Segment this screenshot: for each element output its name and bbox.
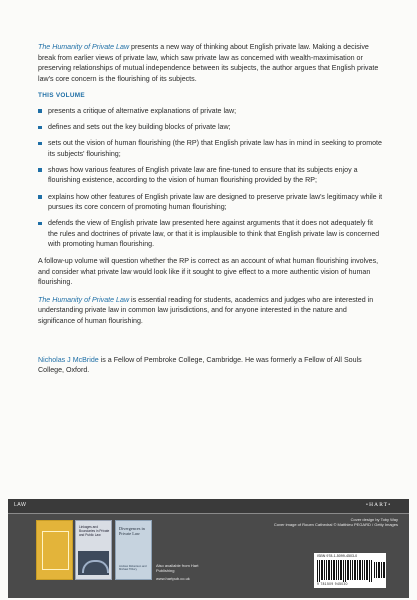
bullet-marker <box>38 222 42 226</box>
thumbnail-frame <box>42 531 69 570</box>
publisher-website: www.hartpub.co.uk <box>156 576 190 581</box>
bullet-marker <box>38 168 42 172</box>
intro-paragraph <box>38 42 383 84</box>
publisher-logo: •HART• <box>366 502 392 508</box>
book-thumbnail <box>36 520 73 580</box>
intro-text: presents a new way of thinking about English private law. Making a decisive break from earlier views of private law, which saw private law as concerned with wealth-maximisation or preserving relationships of mutual independence between its subjects, the author argues that English private law's core concern is the flourishing of its subjects. <box>38 43 379 83</box>
bullet-marker <box>38 142 42 146</box>
bullet-text: defends the view of English private law presented here against arguments that it does not adequately fit the rules and doctrines of private law, or that it is implausible to think that English private law is concerned with promoting human flourishing. <box>48 219 380 249</box>
bullet-item <box>38 122 383 133</box>
thumbnail-authors: Andrew Robertson and Michael Tilbury <box>119 565 147 572</box>
book-title-italic: The Humanity of Private Law <box>38 295 130 304</box>
thumbnail-title: Divergences in Private Law <box>119 526 145 536</box>
author-bio-text: is a Fellow of Pembroke College, Cambridge. He was formerly a Fellow of All Souls College, Oxford. <box>38 355 362 375</box>
book-title-italic: The Humanity of Private Law <box>38 43 130 51</box>
bullet-text: presents a critique of alternative explanations of private law; <box>48 106 237 115</box>
bullet-item <box>38 218 383 250</box>
author-bio <box>38 355 383 376</box>
author-name: Nicholas J McBride <box>38 355 99 364</box>
barcode-number: 9 781509 945030 <box>317 582 348 586</box>
closing-paragraph <box>38 295 383 327</box>
bullet-text: shows how various features of English private law are fine-tuned to ensure that its subjects enjoy a flourishing existence, according to the vision of human flourishing provided by the RP; <box>48 165 358 185</box>
followup-paragraph: A follow-up volume will question whether the RP is correct as an account of what human flourishing involves, and consider what private law would look like if it sought to give effect to a more authentic vision of human flourishing. <box>38 257 379 287</box>
cover-credits <box>232 517 398 527</box>
credit-line: Cover image of Rouen Cathedral © Matthieu PEGARD / Getty Images <box>273 522 398 527</box>
bullet-marker <box>38 126 42 130</box>
bullet-item <box>38 192 383 213</box>
bullet-marker <box>38 195 42 199</box>
bullet-text: sets out the vision of human flourishing (the RP) that English private law has in mind in seeking to promote its subjects' flourishing; <box>48 139 382 158</box>
bullet-marker <box>38 109 42 113</box>
category-label: LAW <box>14 502 27 508</box>
closing-text: is essential reading for students, academics and judges who are interested in understanding private law in common law jurisdictions, and for anyone interested in the nature and significance of human flourishing. <box>38 295 374 325</box>
bullet-item <box>38 106 383 117</box>
bullet-item <box>38 165 383 186</box>
blurb <box>38 42 383 376</box>
bullet-text: explains how other features of English private law are designed to preserve private law's legitimacy while it pursues its core concern of promoting human flourishing; <box>48 192 383 212</box>
isbn-text: ISBN 978-1-5099-4503-0 <box>317 554 358 558</box>
book-thumbnail <box>115 520 152 580</box>
footer-strip <box>8 499 409 514</box>
thumbnail-title: Linkages and Boundaries in Private and Public Law <box>79 525 110 537</box>
credit-line: Cover design by Toby Way <box>350 517 398 522</box>
volume-bullet-list <box>38 106 383 250</box>
also-available-text: Also available from Hart Publishing <box>156 563 199 574</box>
this-volume-heading: THIS VOLUME <box>38 92 85 100</box>
book-thumbnail <box>75 520 112 580</box>
bullet-text: defines and sets out the key building blocks of private law; <box>48 123 231 132</box>
price-barcode-icon <box>374 560 385 578</box>
bullet-item <box>38 138 383 159</box>
barcode-icon <box>317 560 372 582</box>
